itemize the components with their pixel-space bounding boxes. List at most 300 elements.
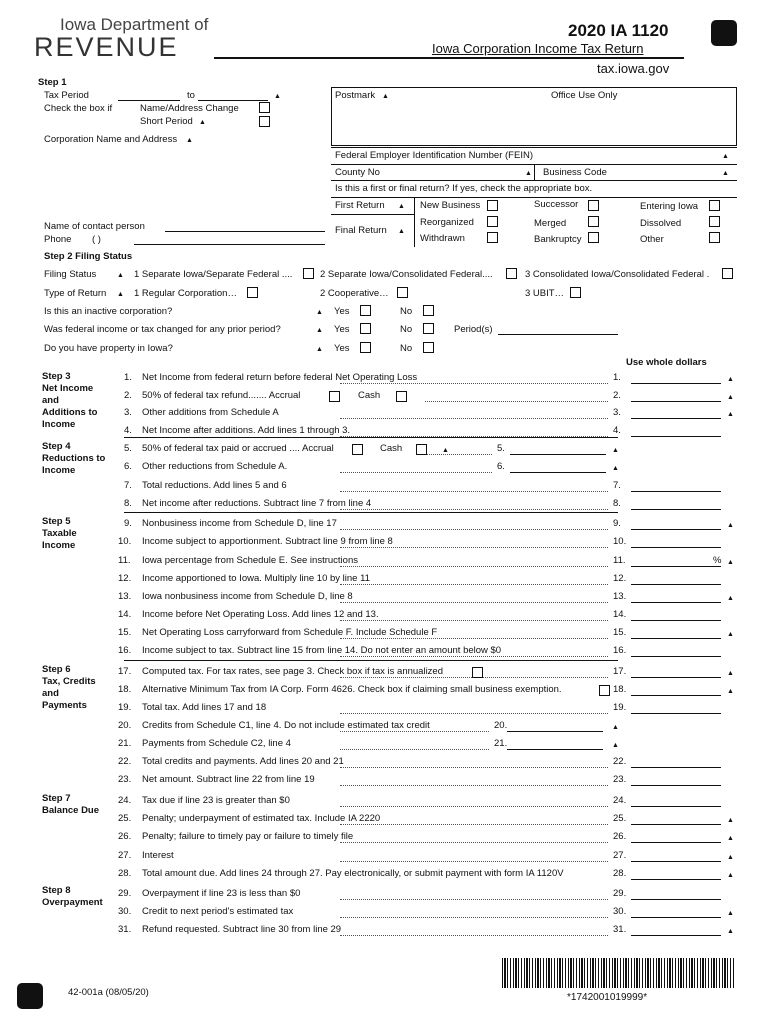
small-business-checkbox[interactable] [599,685,610,696]
dot-leader [340,656,608,657]
line-number: 8. [124,498,132,509]
line-ref-number: 8. [613,498,621,509]
property-yes-label: Yes [334,343,350,354]
final-return-label: Final Return [335,225,387,236]
fein-label: Federal Employer Identification Number (FEIN) [335,150,533,161]
line-text: Income subject to apportionment. Subtract line 9 from line 8 [142,536,393,547]
use-whole-dollars: Use whole dollars [626,357,707,368]
new-business-label: New Business [420,200,481,211]
line-number: 11. [118,555,131,566]
line-row [0,739,770,753]
line-row [0,775,770,789]
inactive-yes-checkbox[interactable] [360,305,371,316]
line-row [0,832,770,846]
line-row [0,628,770,642]
line-number: 26. [118,831,132,842]
amount-field[interactable] [631,436,721,437]
dot-leader [340,418,608,419]
filing-status-1-checkbox[interactable] [303,268,314,279]
line-text: Tax due if line 23 is greater than $0 [142,795,290,806]
line-number: 25. [118,813,132,824]
arrow-icon: ▲ [398,203,405,210]
arrow-icon: ▲ [525,170,532,177]
line-text: Total tax. Add lines 17 and 18 [142,702,267,713]
line-number: 10. [118,536,132,547]
filing-status-3: 3 Consolidated Iowa/Consolidated Federal . [525,269,710,280]
arrow-icon: ▲ [727,817,734,824]
dot-leader [340,917,608,918]
line-row [0,851,770,865]
dot-leader [340,566,608,567]
amount-field[interactable] [631,602,721,603]
line-ref-number: 17. [613,666,627,677]
line-text: Net Operating Loss carryforward from Schedule F. Include Schedule F [142,627,438,638]
line-text: Overpayment if line 23 is less than $0 [142,888,301,899]
line-text: Other reductions from Schedule A. [142,461,288,472]
dot-leader [340,861,608,862]
dot-leader [340,767,608,768]
registration-mark-top [711,20,737,46]
line-number: 2. [124,390,132,401]
line-number: 29. [118,888,132,899]
entering-iowa-label: Entering Iowa [640,201,699,212]
amount-field[interactable] [631,584,721,585]
amount-field[interactable] [631,917,721,918]
arrow-icon: ▲ [727,394,734,401]
changed-yes-checkbox[interactable] [360,323,371,334]
line-row [0,592,770,606]
line-ref-number: 10. [613,536,627,547]
line-row [0,519,770,533]
arrow-icon: ▲ [186,137,193,144]
dot-leader [340,547,608,548]
merged-checkbox[interactable] [588,216,599,227]
line-number: 22. [118,756,132,767]
line-text: Credits from Schedule C1, line 4. Do not include estimated tax credit [142,720,430,731]
tax-period-end-field[interactable] [198,100,268,101]
line-number: 28. [118,868,132,879]
filing-status-2-checkbox[interactable] [506,268,517,279]
name-address-change-checkbox[interactable] [259,102,270,113]
step-section-title: Step 4 Reductions to Income [42,441,106,476]
inactive-no-label: No [400,306,413,317]
step-section-title: Step 5 Taxable Income [42,516,77,551]
successor-checkbox[interactable] [588,200,599,211]
county-no-label: County No [335,167,380,178]
line-number: 5. [124,443,132,454]
arrow-icon: ▲ [727,688,734,695]
dot-leader [340,749,489,750]
changed-no-checkbox[interactable] [423,323,434,334]
line-number: 18. [118,684,132,695]
arrow-icon: ▲ [727,854,734,861]
line-row [0,444,770,458]
name-address-change-label: Name/Address Change [140,103,239,114]
tax-period-start-field[interactable] [118,100,180,101]
contact-person-label: Name of contact person [44,221,145,232]
line-number: 27. [118,850,132,861]
line-number: 13. [118,591,132,602]
header-rule [214,57,684,59]
line-text: Total credits and payments. Add lines 20 and 21 [142,756,344,767]
line-ref-number: 30. [613,906,627,917]
changed-no-label: No [400,324,413,335]
form-subtitle: Iowa Corporation Income Tax Return [432,41,644,56]
type-ubit: 3 UBIT… [525,288,565,299]
line-ref-number: 29. [613,888,627,899]
dot-leader [340,383,608,384]
dot-leader [425,454,492,455]
short-period-label: Short Period [140,116,193,127]
dot-leader [340,842,608,843]
phone-field[interactable] [134,244,325,245]
line-text: Nonbusiness income from Schedule D, line 17 [142,518,337,529]
arrow-icon: ▲ [117,272,124,279]
phone-label: Phone [44,234,72,245]
inactive-question: Is this an inactive corporation? [44,306,173,317]
arrow-icon: ▲ [398,228,405,235]
line-ref-number: 31. [613,924,627,935]
phone-area-code: ( ) [92,234,101,245]
line-row [0,685,770,699]
agency-name-top: Iowa Department of [60,15,209,34]
arrow-icon: ▲ [316,309,323,316]
property-no-checkbox[interactable] [423,342,434,353]
line-ref-number: 20. [494,720,508,731]
property-no-label: No [400,343,413,354]
dot-leader [340,584,608,585]
line-number: 3. [124,407,132,418]
tax-period-to: to [187,90,195,101]
amount-field[interactable] [507,731,603,732]
dot-leader [340,935,608,936]
dot-leader [340,491,608,492]
arrow-icon: ▲ [274,93,281,100]
dot-leader [340,620,608,621]
line-text: Net Income from federal return before federal Net Operating Loss [142,372,418,383]
amount-field[interactable] [631,785,721,786]
withdrawn-checkbox[interactable] [487,232,498,243]
section-divider [124,512,618,513]
line-text: Penalty; failure to timely pay or failure to timely file [142,831,354,842]
filing-status-3-checkbox[interactable] [722,268,733,279]
line-ref-number: 18. [613,684,627,695]
line-number: 24. [118,795,132,806]
line-text: Iowa nonbusiness income from Schedule D, line 8 [142,591,353,602]
line-number: 14. [118,609,132,620]
line-number: 9. [124,518,132,529]
arrow-icon: ▲ [442,447,449,454]
other-label: Other [640,234,664,245]
step1-title: Step 1 [38,77,67,88]
line-text: Income subject to tax. Subtract line 15 from line 14. Do not enter an amount below $0 [142,645,502,656]
dot-leader [340,638,608,639]
line-text: Payments from Schedule C2, line 4 [142,738,291,749]
line-text: Other additions from Schedule A [142,407,279,418]
cash-label: Cash [380,443,403,454]
arrow-icon: ▲ [382,93,389,100]
line-number: 1. [124,372,132,383]
check-box-if-label: Check the box if [44,103,113,114]
tax-period-label: Tax Period [44,90,89,101]
amount-field[interactable] [631,638,721,639]
reorganized-checkbox[interactable] [487,216,498,227]
amount-field[interactable] [510,472,606,473]
property-yes-checkbox[interactable] [360,342,371,353]
line-row [0,889,770,903]
arrow-icon: ▲ [727,376,734,383]
line-ref-number: 28. [613,868,627,879]
periods-field[interactable] [498,334,618,335]
line-number: 17. [118,666,132,677]
line-number: 20. [118,720,132,731]
line-row [0,925,770,939]
line-row [0,408,770,422]
line-text: Net amount. Subtract line 22 from line 19 [142,774,315,785]
arrow-icon: ▲ [727,631,734,638]
arrow-icon: ▲ [727,928,734,935]
step-section-title: Step 8 Overpayment [42,885,103,908]
cash-checkbox[interactable] [416,444,427,455]
amount-field[interactable] [631,529,721,530]
line-row [0,667,770,681]
line-text: Income before Net Operating Loss. Add lines 12 and 13. [142,609,379,620]
line-row [0,537,770,551]
line-row [0,499,770,513]
barcode [502,958,734,988]
step-section-title: Step 6 Tax, Credits and Payments [42,664,96,711]
type-cooperative-checkbox[interactable] [397,287,408,298]
agency-name-big: REVENUE [34,32,179,62]
arrow-icon: ▲ [117,291,124,298]
arrow-icon: ▲ [727,835,734,842]
barcode-text: *1742001019999* [567,992,648,1003]
line-text: Computed tax. For tax rates, see page 3. Check box if tax is annualized [142,666,443,677]
bankruptcy-label: Bankruptcy [534,234,582,245]
arrow-icon: ▲ [727,559,734,566]
reorganized-label: Reorganized [420,217,474,228]
line-ref-number: 21. [494,738,508,749]
form-code: 42-001a (08/05/20) [68,987,149,998]
type-cooperative: 2 Cooperative… [320,288,389,299]
amount-field[interactable] [631,935,721,936]
amount-field[interactable] [631,656,721,657]
line-ref-number: 26. [613,831,627,842]
filing-status-1: 1 Separate Iowa/Separate Federal .... [134,269,293,280]
line-row [0,556,770,570]
amount-field[interactable] [631,842,721,843]
accrual-checkbox[interactable] [329,391,340,402]
amount-field[interactable] [631,806,721,807]
arrow-icon: ▲ [612,465,619,472]
line-ref-number: 16. [613,645,627,656]
entering-iowa-checkbox[interactable] [709,200,720,211]
line-ref-number: 23. [613,774,627,785]
merged-label: Merged [534,218,567,229]
amount-field[interactable] [631,418,721,419]
line-row [0,373,770,387]
first-final-question: Is this a first or final return? If yes, check the appropriate box. [335,183,593,194]
line-number: 31. [118,924,132,935]
arrow-icon: ▲ [727,522,734,529]
successor-label: Successor [534,199,579,210]
line-row [0,391,770,405]
first-return-label: First Return [335,200,385,211]
property-question: Do you have property in Iowa? [44,343,173,354]
amount-field[interactable] [631,767,721,768]
filing-status-label: Filing Status [44,269,97,280]
amount-field[interactable] [507,749,603,750]
line-text: Credit to next period's estimated tax [142,906,294,917]
line-text: Total amount due. Add lines 24 through 27. Pay electronically, or submit payment with form IA 1120V [142,868,564,879]
line-ref-number: 6. [497,461,505,472]
amount-field[interactable] [631,547,721,548]
dot-leader [425,401,608,402]
line-row [0,610,770,624]
amount-field[interactable] [631,677,721,678]
line-text: Alternative Minimum Tax from IA Corp. Form 4626. Check box if claiming small business exemption. [142,684,562,695]
line-number: 4. [124,425,132,436]
line-row [0,907,770,921]
line-text: Income apportioned to Iowa. Multiply line 10 by line 11 [142,573,370,584]
amount-field[interactable] [631,491,721,492]
line-number: 15. [118,627,132,638]
line-ref-number: 9. [613,518,621,529]
arrow-icon: ▲ [727,595,734,602]
amount-field[interactable] [631,401,721,402]
dot-leader [340,824,608,825]
dot-leader [493,677,608,678]
dot-leader [340,731,489,732]
cash-label: Cash [358,390,381,401]
arrow-icon: ▲ [612,742,619,749]
new-business-checkbox[interactable] [487,200,498,211]
arrow-icon: ▲ [612,724,619,731]
line-text: Refund requested. Subtract line 30 from line 29 [142,924,342,935]
line-number: 12. [118,573,132,584]
dissolved-label: Dissolved [640,218,682,229]
type-regular-checkbox[interactable] [247,287,258,298]
other-checkbox[interactable] [709,232,720,243]
line-number: 23. [118,774,132,785]
line-ref-number: 1. [613,372,621,383]
line-ref-number: 15. [613,627,627,638]
line-number: 6. [124,461,132,472]
type-ubit-checkbox[interactable] [570,287,581,298]
agency-logo [34,14,214,60]
percent-sign: % [713,555,722,566]
annualized-checkbox[interactable] [472,667,483,678]
dissolved-checkbox[interactable] [709,216,720,227]
dot-leader [340,899,608,900]
line-row [0,869,770,883]
dot-leader [340,509,608,510]
postmark-office-box [331,87,737,146]
line-row [0,574,770,588]
line-ref-number: 22. [613,756,627,767]
line-row [0,646,770,660]
line-text: 50% of federal tax refund....... Accrual [142,390,301,401]
business-code-label: Business Code [543,167,607,178]
amount-field[interactable] [631,861,721,862]
arrow-icon: ▲ [316,327,323,334]
inactive-no-checkbox[interactable] [423,305,434,316]
line-number: 21. [118,738,132,749]
dot-leader [340,806,608,807]
line-text: Net income after reductions. Subtract line 7 from line 4 [142,498,372,509]
amount-field[interactable] [631,899,721,900]
arrow-icon: ▲ [722,153,729,160]
line-number: 30. [118,906,132,917]
accrual-checkbox[interactable] [352,444,363,455]
amount-field[interactable] [510,454,606,455]
line-text: Penalty; underpayment of estimated tax. Include IA 2220 [142,813,381,824]
amount-field[interactable] [631,695,721,696]
registration-mark-bottom [17,983,43,1009]
dot-leader [340,472,492,473]
line-text: Interest [142,850,174,861]
amount-field[interactable] [631,824,721,825]
line-number: 19. [118,702,132,713]
arrow-icon: ▲ [722,170,729,177]
step2-title: Step 2 Filing Status [44,251,133,262]
amount-field[interactable] [631,509,721,510]
line-text: Net Income after additions. Add lines 1 through 3. [142,425,351,436]
dot-leader [340,713,608,714]
periods-label: Period(s) [454,324,493,335]
filing-status-2: 2 Separate Iowa/Consolidated Federal.... [320,269,493,280]
line-ref-number: 2. [613,390,621,401]
line-number: 16. [118,645,132,656]
amount-field[interactable] [631,566,721,567]
amount-field[interactable] [631,620,721,621]
arrow-icon: ▲ [727,872,734,879]
amount-field[interactable] [631,713,721,714]
form-title: 2020 IA 1120 [568,21,669,40]
section-divider [124,437,618,438]
cash-checkbox[interactable] [396,391,407,402]
inactive-yes-label: Yes [334,306,350,317]
arrow-icon: ▲ [727,411,734,418]
short-period-checkbox[interactable] [259,116,270,127]
line-row [0,703,770,717]
amount-field[interactable] [631,383,721,384]
withdrawn-label: Withdrawn [420,233,465,244]
office-use-label: Office Use Only [551,90,618,101]
step-section-title: Step 3 Net Income and Additions to Income [42,371,98,430]
arrow-icon: ▲ [612,447,619,454]
line-ref-number: 11. [613,555,626,566]
line-row [0,462,770,476]
bankruptcy-checkbox[interactable] [588,232,599,243]
amount-field[interactable] [631,879,721,880]
dot-leader [340,785,608,786]
line-ref-number: 13. [613,591,627,602]
line-ref-number: 4. [613,425,621,436]
line-ref-number: 25. [613,813,627,824]
line-text: Iowa percentage from Schedule E. See instructions [142,555,358,566]
corp-name-address-label: Corporation Name and Address [44,134,178,145]
postmark-label: Postmark [335,90,376,101]
line-ref-number: 5. [497,443,505,454]
line-row [0,814,770,828]
contact-person-field[interactable] [165,231,325,232]
website: tax.iowa.gov [597,61,670,76]
arrow-icon: ▲ [727,910,734,917]
line-ref-number: 24. [613,795,627,806]
arrow-icon: ▲ [199,119,206,126]
line-ref-number: 14. [613,609,627,620]
